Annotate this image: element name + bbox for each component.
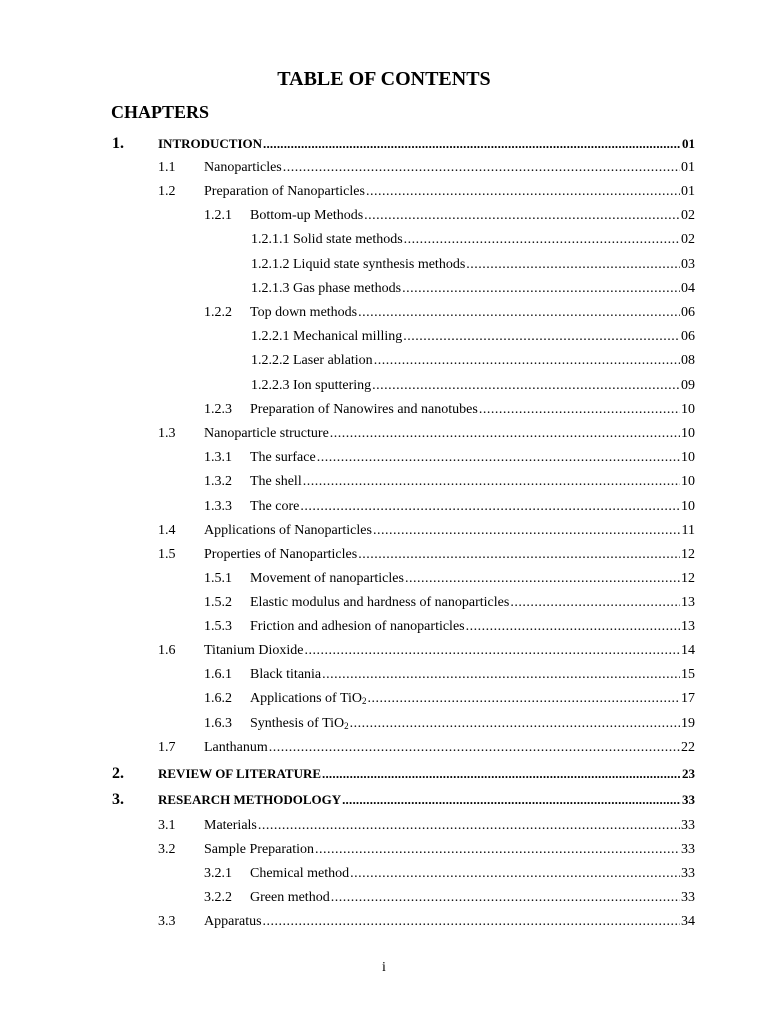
toc-entry-title xyxy=(204,182,365,202)
toc-entry-title xyxy=(250,400,478,420)
toc-entry xyxy=(204,448,695,468)
toc-entry xyxy=(204,206,695,226)
toc-entry-title-text: Applications of Nanoparticles xyxy=(204,523,372,538)
toc-entry-title xyxy=(250,303,357,323)
toc-entry-page: 19 xyxy=(681,716,695,731)
toc-entry-page: 13 xyxy=(681,595,695,610)
toc-entry xyxy=(204,593,695,613)
toc-entry xyxy=(204,864,695,884)
toc-entry-page: 10 xyxy=(681,450,695,465)
toc-entry-number: 1.2 xyxy=(158,184,176,199)
toc-entry-number: 1.4 xyxy=(158,523,176,538)
toc-entry-title-text: The shell xyxy=(250,474,302,489)
dot-leader xyxy=(283,158,680,178)
toc-entry-title xyxy=(250,864,349,884)
dot-leader xyxy=(402,279,680,299)
toc-entry-number: 1.3.3 xyxy=(204,499,232,514)
dot-leader xyxy=(300,497,680,517)
dot-leader xyxy=(403,327,680,347)
toc-entry-number: 1.6.2 xyxy=(204,691,232,706)
toc-entry-title-text: 1.2.2.1 Mechanical milling xyxy=(251,329,403,344)
toc-entry-page: 01 xyxy=(681,160,695,175)
dot-leader xyxy=(263,912,680,932)
toc-entry-number: 3. xyxy=(112,791,124,808)
toc-entry-number: 3.2.1 xyxy=(204,866,232,881)
toc-entry-page: 33 xyxy=(681,842,695,857)
toc-entry-title xyxy=(251,279,401,299)
toc-entry-title xyxy=(158,134,262,154)
toc-entry xyxy=(158,840,695,860)
toc-entry-title-text: Bottom-up Methods xyxy=(250,208,364,223)
toc-entry xyxy=(251,327,695,347)
toc-entry-page: 06 xyxy=(681,329,695,344)
dot-leader xyxy=(350,864,680,884)
toc-entry-page: 01 xyxy=(682,136,695,151)
dot-leader xyxy=(303,472,680,492)
toc-entry xyxy=(158,158,695,178)
toc-entry-title-text: Applications of TiO xyxy=(250,691,363,706)
toc-entry-title-text: Friction and adhesion of nanoparticles xyxy=(250,619,465,634)
toc-entry-title-text: Nanoparticles xyxy=(204,160,282,175)
dot-leader xyxy=(366,182,680,202)
toc-entry xyxy=(158,738,695,758)
toc-entry-title-text: Green method xyxy=(250,890,330,905)
toc-entry-page: 10 xyxy=(681,499,695,514)
toc-entry-page: 13 xyxy=(681,619,695,634)
toc-entry-subscript: 2 xyxy=(362,696,367,706)
dot-leader xyxy=(258,816,680,836)
toc-entry-title-text: Properties of Nanoparticles xyxy=(204,547,358,562)
dot-leader xyxy=(322,665,680,685)
toc-entry xyxy=(204,497,695,517)
page-number: i xyxy=(382,960,386,975)
toc-entry-title-text: The surface xyxy=(250,450,316,465)
toc-entry-title-text: RESEARCH METHODOLOGY xyxy=(158,792,342,807)
toc-entry-page: 04 xyxy=(681,281,695,296)
toc-entry xyxy=(251,230,695,250)
page-title: TABLE OF CONTENTS xyxy=(277,68,491,90)
toc-entry-title-text: Black titania xyxy=(250,667,322,682)
toc-chapter-entry xyxy=(112,764,695,784)
toc-chapter-entry xyxy=(112,134,695,154)
toc-entry-number: 3.1 xyxy=(158,818,176,833)
toc-entry-number: 1.5 xyxy=(158,547,176,562)
dot-leader xyxy=(374,351,680,371)
toc-entry xyxy=(251,376,695,396)
toc-entry-title-text: Movement of nanoparticles xyxy=(250,571,404,586)
toc-entry xyxy=(204,400,695,420)
dot-leader xyxy=(466,617,680,637)
dot-leader xyxy=(373,521,681,541)
toc-entry-title xyxy=(204,545,357,565)
toc-entry-page: 03 xyxy=(681,257,695,272)
toc-entry-title xyxy=(204,816,257,836)
toc-entry-page: 08 xyxy=(681,353,695,368)
toc-entry-title xyxy=(204,912,262,932)
toc-entry-page: 17 xyxy=(681,691,695,706)
toc-entry xyxy=(158,521,695,541)
toc-entry-page: 09 xyxy=(681,378,695,393)
toc-entry-title xyxy=(204,738,268,758)
dot-leader xyxy=(372,376,680,396)
toc-entry-page: 06 xyxy=(681,305,695,320)
toc-entry-page: 33 xyxy=(681,890,695,905)
toc-entry-page: 10 xyxy=(681,474,695,489)
toc-entry-number: 1.6.3 xyxy=(204,716,232,731)
toc-entry-title-text: Apparatus xyxy=(204,914,262,929)
toc-entry-title xyxy=(251,327,402,347)
dot-leader xyxy=(405,569,680,589)
toc-entry-title-text: INTRODUCTION xyxy=(158,136,263,151)
toc-entry xyxy=(204,303,695,323)
dot-leader xyxy=(404,230,680,250)
toc-entry-title xyxy=(250,689,367,709)
toc-entry-number: 1.2.2 xyxy=(204,305,232,320)
toc-entry-page: 33 xyxy=(681,818,695,833)
toc-entry-title xyxy=(158,764,321,784)
toc-entry-subscript: 2 xyxy=(344,721,349,731)
toc-entry-number: 1.3 xyxy=(158,426,176,441)
dot-leader xyxy=(466,255,680,275)
toc-entry-title-text: Elastic modulus and hardness of nanoparticles xyxy=(250,595,510,610)
toc-entry-page: 33 xyxy=(681,866,695,881)
toc-entry-title-text: Synthesis of TiO xyxy=(250,716,345,731)
toc-entry-number: 1.5.1 xyxy=(204,571,232,586)
toc-entry xyxy=(204,689,695,709)
dot-leader xyxy=(364,206,680,226)
toc-entry-number: 3.2.2 xyxy=(204,890,232,905)
toc-entry-title xyxy=(250,206,363,226)
toc-entry-title xyxy=(250,665,321,685)
toc-entry-title-text: Top down methods xyxy=(250,305,358,320)
toc-entry-title xyxy=(204,158,282,178)
toc-entry-number: 1.2.1 xyxy=(204,208,232,223)
toc-entry-title xyxy=(204,840,314,860)
toc-entry-title xyxy=(250,569,404,589)
toc-entry xyxy=(158,912,695,932)
toc-entry-title xyxy=(250,497,299,517)
toc-entry-number: 1.1 xyxy=(158,160,176,175)
toc-entry-title-text: 1.2.1.1 Solid state methods xyxy=(251,232,403,247)
toc-entry-number: 1.5.3 xyxy=(204,619,232,634)
toc-entry-page: 22 xyxy=(681,740,695,755)
toc-entry-number: 1.2.3 xyxy=(204,402,232,417)
toc-entry-number: 1.3.1 xyxy=(204,450,232,465)
toc-entry-page: 12 xyxy=(681,547,695,562)
toc-entry-page: 23 xyxy=(682,766,695,781)
toc-entry-page: 15 xyxy=(681,667,695,682)
toc-entry xyxy=(204,714,695,734)
toc-entry-page: 01 xyxy=(681,184,695,199)
dot-leader xyxy=(510,593,680,613)
toc-entry-page: 12 xyxy=(681,571,695,586)
dot-leader xyxy=(317,448,680,468)
toc-entry-title-text: Chemical method xyxy=(250,866,350,881)
toc-entry xyxy=(158,182,695,202)
toc-entry-title-text: Sample Preparation xyxy=(204,842,315,857)
toc-entry-title-text: 1.2.1.3 Gas phase methods xyxy=(251,281,402,296)
toc-entry-page: 10 xyxy=(681,402,695,417)
toc-entry-title-text: REVIEW OF LITERATURE xyxy=(158,766,322,781)
dot-leader xyxy=(350,714,680,734)
toc-entry-number: 3.3 xyxy=(158,914,176,929)
toc-entry-title-text: 1.2.2.3 Ion sputtering xyxy=(251,378,372,393)
toc-entry-page: 02 xyxy=(681,208,695,223)
toc-entry-page: 34 xyxy=(681,914,695,929)
toc-entry xyxy=(204,472,695,492)
toc-entry xyxy=(251,279,695,299)
toc-entry-title-text: 1.2.2.2 Laser ablation xyxy=(251,353,373,368)
toc-entry-page: 33 xyxy=(682,792,695,807)
toc-entry xyxy=(204,569,695,589)
dot-leader xyxy=(322,764,681,784)
toc-entry-title-text: The core xyxy=(250,499,300,514)
dot-leader xyxy=(479,400,680,420)
dot-leader xyxy=(358,303,680,323)
toc-entry-title xyxy=(204,641,303,661)
toc-entry xyxy=(158,424,695,444)
toc-entry-title xyxy=(204,521,372,541)
toc-entry-title-text: Titanium Dioxide xyxy=(204,643,304,658)
toc-entry xyxy=(251,351,695,371)
dot-leader xyxy=(331,888,680,908)
toc-entry-title-text: Materials xyxy=(204,818,257,833)
toc-entry-title xyxy=(158,790,341,810)
toc-entry-number: 1.3.2 xyxy=(204,474,232,489)
chapters-heading: CHAPTERS xyxy=(111,102,210,122)
toc-entry-title xyxy=(251,351,373,371)
toc-entry-title-text: Preparation of Nanowires and nanotubes xyxy=(250,402,478,417)
toc-entry-title xyxy=(204,424,329,444)
dot-leader xyxy=(263,134,681,154)
toc-entry-page: 10 xyxy=(681,426,695,441)
dot-leader xyxy=(304,641,680,661)
dot-leader xyxy=(315,840,680,860)
toc-entry-title xyxy=(251,230,403,250)
toc-entry-title xyxy=(251,376,371,396)
toc-entry-title-text: Lanthanum xyxy=(204,740,268,755)
toc-entry xyxy=(204,888,695,908)
toc-entry-title xyxy=(250,472,302,492)
dot-leader xyxy=(342,790,681,810)
toc-entry-page: 14 xyxy=(681,643,695,658)
toc-entry-number: 1. xyxy=(112,135,124,152)
dot-leader xyxy=(368,689,680,709)
toc-entry xyxy=(158,816,695,836)
toc-entry xyxy=(204,665,695,685)
toc-entry-number: 3.2 xyxy=(158,842,176,857)
toc-entry-title xyxy=(250,617,465,637)
toc-entry xyxy=(251,255,695,275)
toc-entry-number: 1.6 xyxy=(158,643,176,658)
toc-entry-title-text: Preparation of Nanoparticles xyxy=(204,184,365,199)
toc-chapter-entry xyxy=(112,790,695,810)
toc-entry-number: 1.6.1 xyxy=(204,667,232,682)
toc-entry-title xyxy=(251,255,465,275)
dot-leader xyxy=(269,738,680,758)
toc-entry-title xyxy=(250,593,509,613)
toc-entry-page: 11 xyxy=(681,523,695,538)
toc-entry-title-text: Nanoparticle structure xyxy=(204,426,329,441)
toc-entry-title xyxy=(250,448,316,468)
toc-entry xyxy=(158,545,695,565)
toc-entry-number: 1.7 xyxy=(158,740,176,755)
dot-leader xyxy=(358,545,680,565)
toc-entry-title xyxy=(250,714,349,734)
toc-entry-title-text: 1.2.1.2 Liquid state synthesis methods xyxy=(251,257,466,272)
toc-entry-number: 1.5.2 xyxy=(204,595,232,610)
toc-entry-number: 2. xyxy=(112,765,124,782)
toc-entry-title xyxy=(250,888,330,908)
toc-entry xyxy=(204,617,695,637)
toc-entry-page: 02 xyxy=(681,232,695,247)
toc-entry xyxy=(158,641,695,661)
dot-leader xyxy=(330,424,680,444)
